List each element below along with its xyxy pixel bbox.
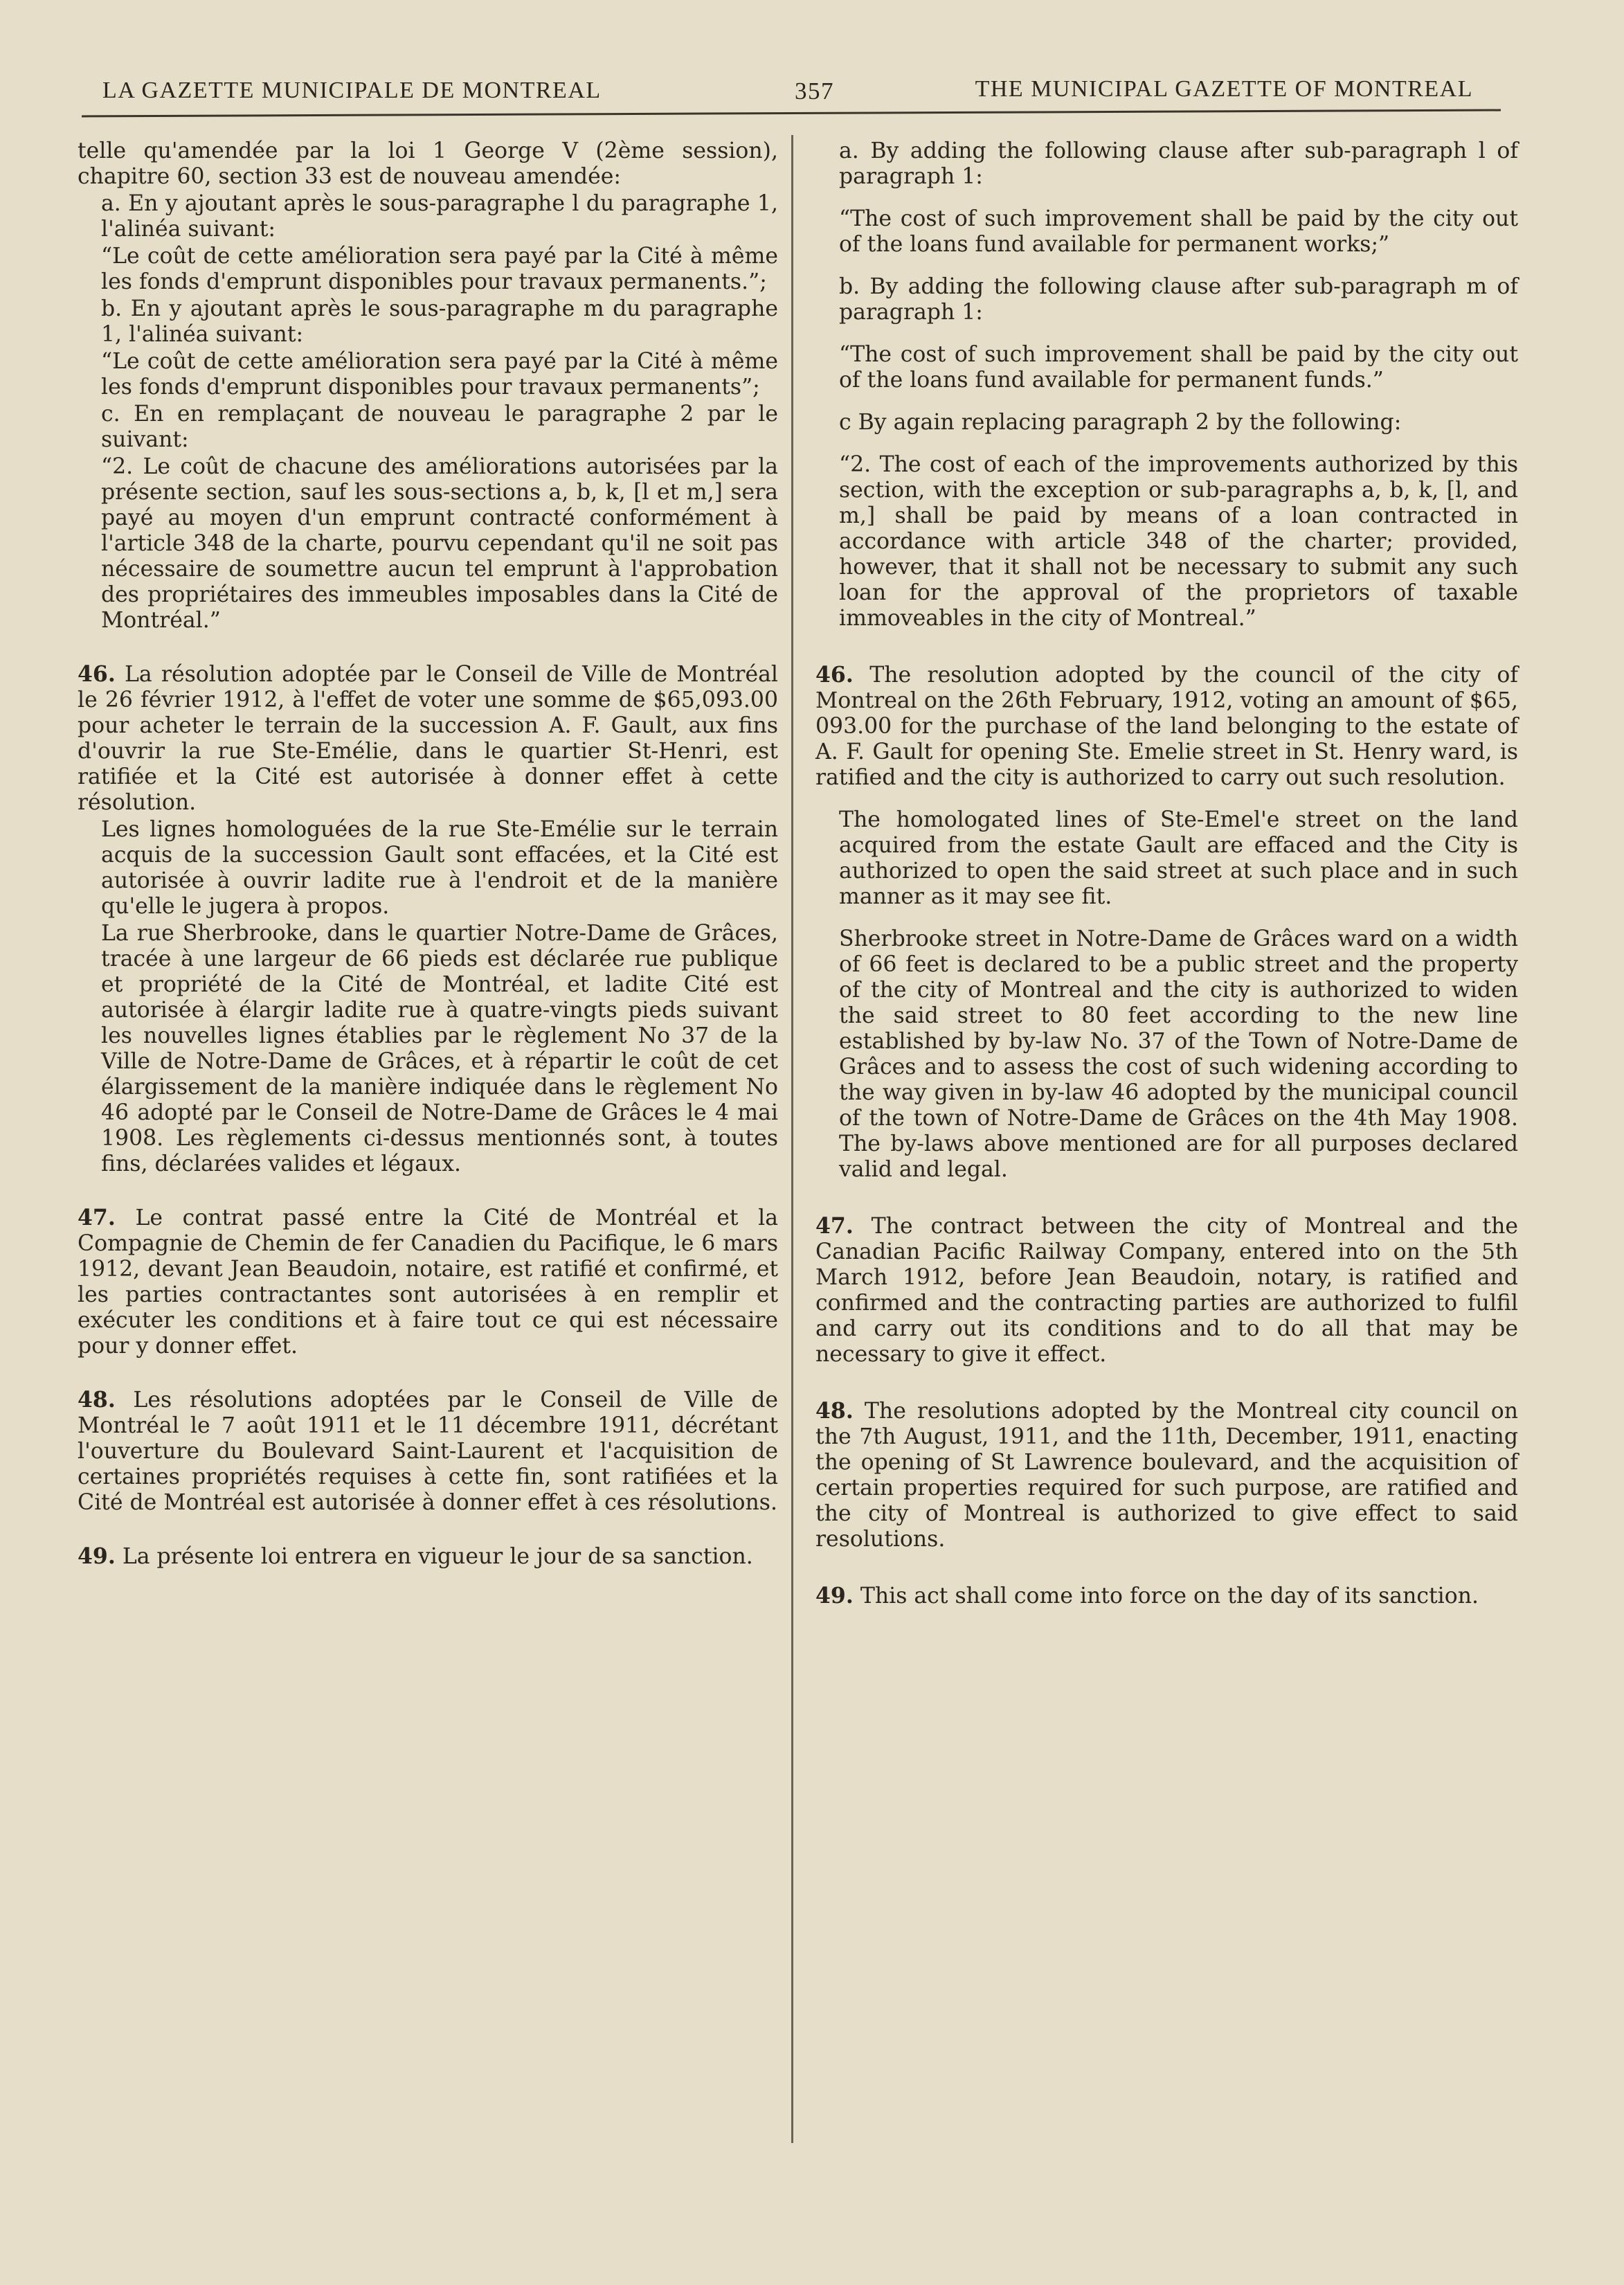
header-title-french: LA GAZETTE MUNICIPALE DE MONTREAL xyxy=(102,78,602,103)
en-section-47 xyxy=(815,1213,1518,1368)
en-section-46-text: The resolution adopted by the council of the city of Montreal on the 26th February, 1912, voting an amount of $65, 093.00 for the purchase of the land belonging to the estate of A. F. Gault for opening Ste. Emelie street in St. Henry ward, is ratified and the city is authorized to carry out such resolution. xyxy=(815,663,1518,790)
en-section-46-lines: The homologated lines of Ste-Emel'e street on the land acquired from the estate Gault are effaced and the City is authorized to open the said street at such place and in such manner as it may see fit. xyxy=(839,807,1518,909)
fr-clause-c: c. En en remplaçant de nouveau le paragraphe 2 par le suivant: xyxy=(101,402,778,452)
fr-section-46-sherbrooke: La rue Sherbrooke, dans le quartier Notre-Dame de Grâces, tracée à une largeur de 66 pieds est déclarée rue publique et propriété de la Cité de Montréal, et ladite Cité est autorisée à élargir ladite rue à quatre-vingts pieds suivant les nouvelles lignes établies par le règlement No 37 de la Ville de Notre-Dame de Grâces, et à répartir le coût de cet élargissement de la manière indiquée dans le règlement No 46 adopté par le Conseil de Notre-Dame de Grâces le 4 mai 1908. Les règlements ci-dessus mentionnés sont, à toutes fins, déclarées valides et légaux. xyxy=(101,921,778,1176)
fr-section-48 xyxy=(78,1387,778,1516)
fr-section-47-number: 47. xyxy=(78,1205,116,1230)
en-section-46 xyxy=(815,662,1518,791)
fr-section-46-lines: Les lignes homologuées de la rue Ste-Emélie sur le terrain acquis de la succession Gault sont effacées, et la Cité est autorisée à ouvrir ladite rue à l'endroit et de la manière qu'elle le jugera à propos. xyxy=(101,817,778,919)
en-section-47-number: 47. xyxy=(815,1213,854,1239)
en-section-49 xyxy=(815,1583,1518,1609)
fr-section-46-number: 46. xyxy=(78,661,116,687)
en-section-48-number: 48. xyxy=(815,1398,854,1424)
fr-section-47-text: Le contrat passé entre la Cité de Montréal et la Compagnie de Chemin de fer Canadien du Pacifique, le 6 mars 1912, devant Jean Beaudoin, notaire, est ratifié et confirmé, et les parties contractantes sont autorisées à en remplir et exécuter les conditions et à faire tout ce qui est nécessaire pour y donner effet. xyxy=(78,1206,779,1359)
fr-section-47 xyxy=(78,1205,778,1359)
en-quote-b: “The cost of such improvement shall be paid by the city out of the loans fund available for permanent funds.” xyxy=(839,342,1518,393)
en-clause-b: b. By adding the following clause after sub-paragraph m of paragraph 1: xyxy=(839,274,1518,325)
page-header xyxy=(82,69,1487,111)
fr-clause-b: b. En y ajoutant après le sous-paragraphe m du paragraphe 1, l'alinéa suivant: xyxy=(101,296,778,347)
fr-section-46 xyxy=(78,661,778,816)
fr-section-49 xyxy=(78,1543,778,1570)
fr-paragraph: telle qu'amendée par la loi 1 George V (2ème session), chapitre 60, section 33 est de nouveau amendée: xyxy=(78,138,778,189)
english-column xyxy=(815,138,1518,1626)
en-quote-c: “2. The cost of each of the improvements authorized by this section, with the exception or sub-paragraphs a, b, k, [l, and m,] shall be paid by means of a loan contracted in accordance with article 348 of the charter; provided, however, that it shall not be necessary to submit any such loan for the approval of the proprietors of taxable immoveables in the city of Montreal.” xyxy=(839,452,1518,631)
en-section-46-number: 46. xyxy=(815,662,854,688)
header-title-english: THE MUNICIPAL GAZETTE OF MONTREAL xyxy=(975,76,1473,102)
fr-section-48-text: Les résolutions adoptées par le Conseil de Ville de Montréal le 7 août 1911 et le 11 décembre 1911, décrétant l'ouverture du Boulevard Saint-Laurent et l'acquisition de certaines propriétés requises à cette fin, sont ratifiées et la Cité de Montréal est autorisée à donner effet à ces résolutions. xyxy=(78,1388,778,1515)
fr-section-48-number: 48. xyxy=(78,1387,116,1413)
french-column xyxy=(78,138,778,1571)
en-clause-a: a. By adding the following clause after sub-paragraph l of paragraph 1: xyxy=(839,138,1518,189)
en-clause-c: c By again replacing paragraph 2 by the following: xyxy=(839,410,1402,435)
en-section-48-text: The resolutions adopted by the Montreal city council on the 7th August, 1911, and the 11th, December, 1911, enacting the opening of St Lawrence boulevard, and the acquisition of certain properties required for such purpose, are ratified and the city of Montreal is authorized to give effect to said resolutions. xyxy=(815,1399,1518,1552)
fr-section-46-text: La résolution adoptée par le Conseil de Ville de Montréal le 26 février 1912, à l'effet de voter une somme de $65,093.00 pour acheter le terrain de la succession A. F. Gault, aux fins d'ouvrir la rue Ste-Emélie, dans le quartier St-Henri, est ratifiée et la Cité est autorisée à donner effet à cette résolution. xyxy=(78,662,778,815)
fr-quote-a: “Le coût de cette amélioration sera payé par la Cité à même les fonds d'emprunt disponibles pour travaux permanents.”; xyxy=(101,244,778,294)
en-section-47-text: The contract between the city of Montreal and the Canadian Pacific Railway Company, entered into on the 5th March 1912, before Jean Beaudoin, notary, is ratified and confirmed and the contracting parties are authorized to fulfil and carry out its conditions and to do all that may be necessary to give it effect. xyxy=(815,1214,1519,1367)
en-quote-a: “The cost of such improvement shall be paid by the city out of the loans fund available for permanent works;” xyxy=(839,206,1518,257)
en-section-49-number: 49. xyxy=(815,1583,854,1609)
page-number: 357 xyxy=(795,78,834,105)
fr-quote-b: “Le coût de cette amélioration sera payé par la Cité à même les fonds d'emprunt disponibles pour travaux permanents”; xyxy=(101,349,778,400)
en-section-46-sherbrooke: Sherbrooke street in Notre-Dame de Grâces ward on a width of 66 feet is declared to be a public street and the property of the city of Montreal and the city is authorized to widen the said street to 80 feet according to the new line established by by-law No. 37 of the Town of Notre-Dame de Grâces and to assess the cost of such widening according to the way given in by-law 46 adopted by the municipal council of the town of Notre-Dame de Grâces on the 4th May 1908. The by-laws above mentioned are for all purposes declared valid and legal. xyxy=(839,926,1518,1182)
fr-section-49-text: La présente loi entrera en vigueur le jour de sa sanction. xyxy=(122,1544,753,1569)
fr-section-49-number: 49. xyxy=(78,1543,116,1569)
en-section-49-text: This act shall come into force on the day of its sanction. xyxy=(860,1584,1479,1609)
fr-clause-a: a. En y ajoutant après le sous-paragraphe l du paragraphe 1, l'alinéa suivant: xyxy=(101,191,778,242)
fr-quote-c: “2. Le coût de chacune des améliorations autorisées par la présente section, sauf les sous-sections a, b, k, [l et m,] sera payé au moyen d'un emprunt contracté conformément à l'article 348 de la charte, pourvu cependant qu'il ne soit pas nécessaire de soumettre aucun tel emprunt à l'approbation des propriétaires des immeubles imposables dans la Cité de Montréal.” xyxy=(101,454,778,633)
column-divider xyxy=(791,135,793,2143)
en-section-48 xyxy=(815,1398,1518,1552)
